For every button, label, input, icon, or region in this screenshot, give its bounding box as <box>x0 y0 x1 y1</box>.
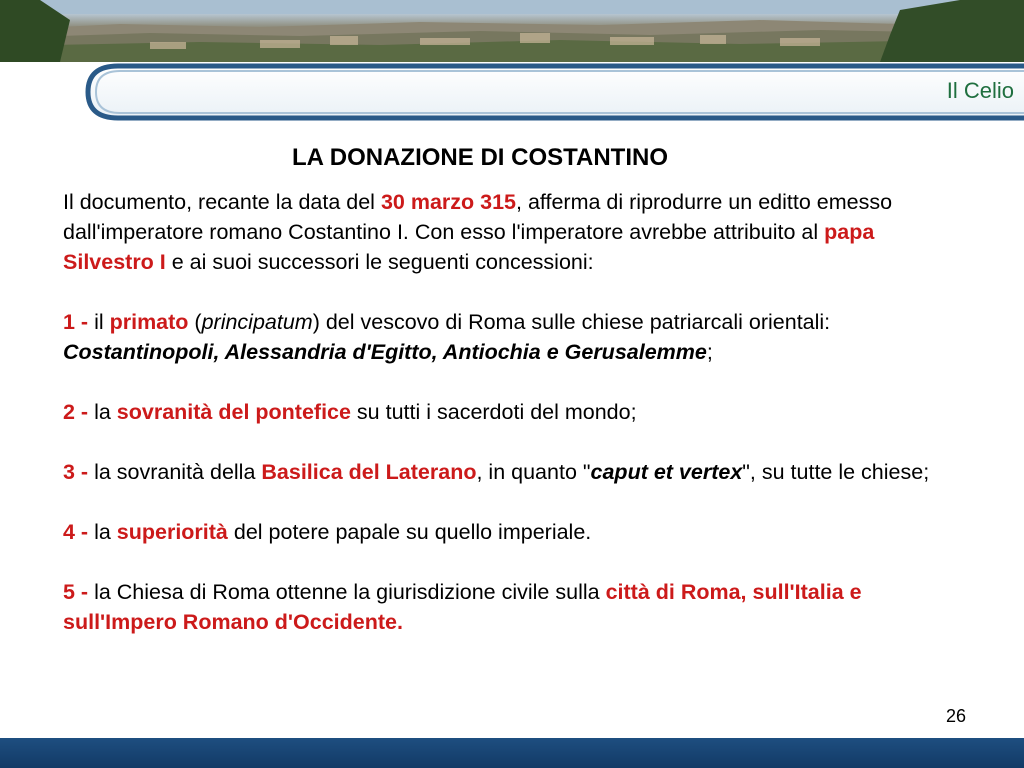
item-number: 3 - <box>63 460 89 484</box>
item-text: il <box>88 310 110 334</box>
footer-bar <box>0 738 1024 768</box>
concession-item-3 <box>63 457 963 487</box>
item-text: la <box>88 520 117 544</box>
latin-phrase: caput et vertex <box>590 460 743 484</box>
item-text: la sovranità della <box>88 460 262 484</box>
item-text: ; <box>706 340 713 364</box>
item-highlight: città di Roma, sull'Italia e sull'Impero Romano d'Occidente. <box>63 580 862 634</box>
item-text: la Chiesa di Roma ottenne la giurisdizione civile sulla <box>88 580 606 604</box>
intro-text: , afferma di riprodurre un editto emesso dall'imperatore romano Costantino I. Con esso l'imperatore avrebbe attribuito al <box>63 190 893 244</box>
header-frame <box>0 62 1024 122</box>
item-number: 1 - <box>63 310 89 334</box>
item-text: su tutti i sacerdoti del mondo; <box>350 400 637 424</box>
item-number: 5 - <box>63 580 89 604</box>
item-text: ", su tutte le chiese; <box>742 460 930 484</box>
item-highlight: Basilica del Laterano <box>261 460 477 484</box>
concession-item-2 <box>63 397 963 427</box>
page-number: 26 <box>945 706 966 726</box>
intro-paragraph <box>63 187 963 277</box>
slide-content <box>63 187 963 637</box>
item-number: 2 - <box>63 400 89 424</box>
concession-item-1 <box>63 307 963 367</box>
item-text: la <box>88 400 117 424</box>
item-text: ) del vescovo di Roma sulle chiese patriarcali orientali: <box>312 310 831 334</box>
intro-text: e ai suoi successori le seguenti concessioni: <box>165 250 594 274</box>
item-text: del potere papale su quello imperiale. <box>227 520 592 544</box>
item-highlight: sovranità del pontefice <box>116 400 351 424</box>
item-highlight: primato <box>109 310 189 334</box>
pope-highlight: papa Silvestro I <box>63 220 875 274</box>
intro-text: Il documento, recante la data del <box>63 190 381 214</box>
city-panorama-banner <box>0 0 1024 62</box>
concession-item-4 <box>63 517 963 547</box>
date-highlight: 30 marzo 315 <box>380 190 516 214</box>
panorama-image <box>0 0 1024 62</box>
header-bar <box>0 62 1024 122</box>
item-highlight: superiorità <box>116 520 228 544</box>
concession-item-5 <box>63 577 963 637</box>
slide-title: LA DONAZIONE DI COSTANTINO <box>292 144 668 171</box>
patriarchates-list: Costantinopoli, Alessandria d'Egitto, Antiochia e Gerusalemme <box>63 340 707 364</box>
section-label: Il Celio <box>946 78 1014 103</box>
item-text: ( <box>188 310 202 334</box>
item-text: , in quanto " <box>476 460 591 484</box>
item-number: 4 - <box>63 520 89 544</box>
latin-term: principatum <box>201 310 313 334</box>
